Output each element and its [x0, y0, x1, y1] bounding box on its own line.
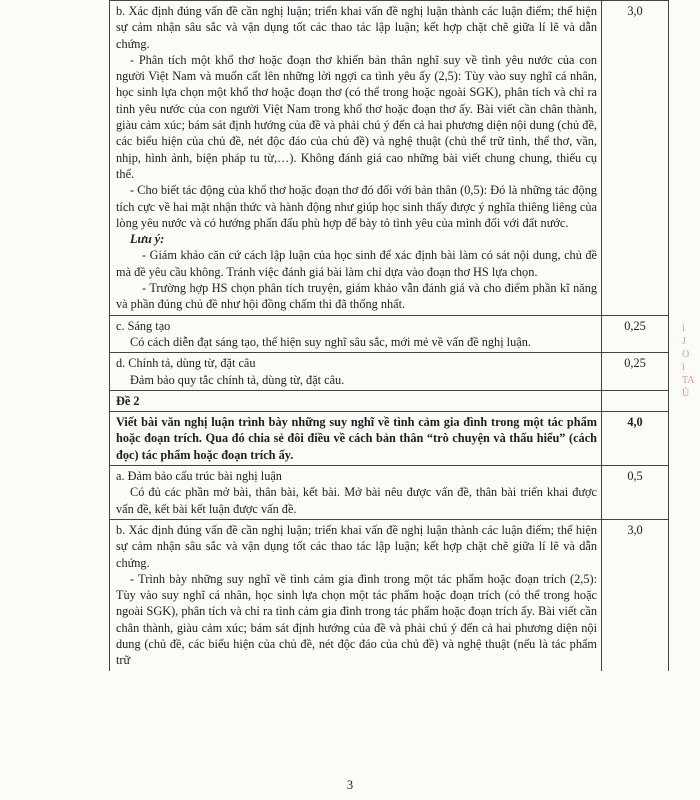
criterion-c-title: c. Sáng tạo — [116, 318, 171, 333]
analysis-bullet: - Trình bày những suy nghĩ về tình cảm gia đình trong một tác phẩm hoặc đoạn trích (2,5): Tùy vào suy nghĩ cá nhân, học sinh lựa chọn một tác phẩm hoặc đoạn trích (có thể trong hoặc ngoài SGK), phân tích và chỉ ra tình cảm gia đình trong tác phẩm hoặc đoạn trích ấy. Bài viết cần chân thành, giàu cảm xúc; bám sát định hướng của đề và phải chú ý đến cả hai phương diện nội dung (chủ đề, các biểu hiện của chủ đề, nét độc đáo của chủ đề) và nghệ thuật (nếu là tác phẩm trữ — [116, 571, 597, 668]
de2-prompt-text: Viết bài văn nghị luận trình bày những suy nghĩ về tình cảm gia đình trong một tác phẩm hoặc đoạn trích. Qua đó chia sẻ đôi điều về cách bản thân “trò chuyện và thấu hiểu” (cách đọc) tác phẩm hoặc đoạn trích ấy. — [116, 415, 597, 462]
rubric-content-cell — [110, 412, 602, 466]
criterion-a-title: a. Đảm bảo cấu trúc bài nghị luận — [116, 469, 282, 484]
de2-header: Đề 2 — [110, 390, 602, 411]
de2-prompt-row — [110, 412, 669, 466]
rubric-row-d-de1 — [110, 353, 669, 391]
stamp-glyph: TA — [682, 375, 695, 386]
impact-bullet: - Cho biết tác động của khổ thơ hoặc đoạn thơ đó đối với bản thân (0,5): Đó là những tác động tích cực về hai mặt nhận thức và hành động như giúp học sinh thấy được ý nghĩa thiêng liêng của lòng yêu nước và có hướng phấn đấu phù hợp để bày tỏ tình yêu của mình đối với đất nước. — [116, 183, 597, 230]
rubric-row-b-de2 — [110, 519, 669, 670]
score-cell: 0,5 — [602, 466, 669, 520]
score-cell: 3,0 — [602, 519, 669, 670]
rubric-content-cell — [110, 519, 602, 670]
criterion-c-text: Có cách diễn đạt sáng tạo, thể hiện suy nghĩ sâu sắc, mới mẻ về vấn đề nghị luận. — [130, 334, 531, 349]
criterion-a-text: Có đủ các phần mở bài, thân bài, kết bài. Mở bài nêu được vấn đề, thân bài triển khai được vấn đề, kết bài kết luận được vấn đề. — [116, 485, 597, 516]
criterion-b-text: b. Xác định đúng vấn đề cần nghị luận; triển khai vấn đề nghị luận thành các luận điểm; thể hiện sự cảm nhận sâu sắc và vận dụng tốt các thao tác lập luận; kết hợp chặt chẽ giữa lí lẽ và dẫn chứng. — [116, 522, 597, 570]
score-cell-empty — [602, 390, 669, 411]
rubric-content-cell — [110, 1, 602, 316]
rubric-row-c-de1 — [110, 315, 669, 353]
stamp-glyph: Ũ — [682, 388, 690, 399]
note-item: - Trường hợp HS chọn phân tích truyện, giám khảo vẫn đánh giá và cho điểm phần kĩ năng và phần đúng chủ đề như hội đồng chấm thi đã thống nhất. — [116, 281, 597, 312]
stamp-glyph: i — [682, 323, 685, 334]
rubric-content-cell — [110, 353, 602, 391]
score-cell: 3,0 — [602, 1, 669, 316]
rubric-row-a-de2 — [110, 466, 669, 520]
criterion-d-title: d. Chính tả, dùng từ, đặt câu — [116, 356, 256, 371]
analysis-bullet: - Phân tích một khổ thơ hoặc đoạn thơ khiến bản thân nghĩ suy về tình yêu nước của con người Việt Nam và muốn cất lên những lời ngợi ca tình yêu ấy (2,5): Tùy vào suy nghĩ cá nhân, học sinh lựa chọn một khổ thơ hoặc đoạn thơ (có thể trong hoặc ngoài SGK), phân tích và chỉ ra tình yêu nước của con người Việt Nam trong khổ thơ hoặc đoạn thơ ấy. Bài viết cần chân thành, giàu cảm xúc; bám sát định hướng của đề và phải chú ý đến cả hai phương diện nội dung (chủ đề, các biểu hiện của chủ đề, nét độc đáo của chủ đề) và nghệ thuật (chủ thể trữ tình, thể thơ, vần, nhịp, hình ảnh, biện pháp tu từ,…). Không đánh giá cao những bài viết chung chung, thiếu cụ thể. — [116, 52, 597, 181]
score-cell: 0,25 — [602, 353, 669, 391]
rubric-content-cell — [110, 315, 602, 353]
criterion-b-text: b. Xác định đúng vấn đề cần nghị luận; triển khai vấn đề nghị luận thành các luận điểm; thể hiện sự cảm nhận sâu sắc và vận dụng tốt các thao tác lập luận; kết hợp chặt chẽ giữa lí lẽ và dẫn chứng. — [116, 4, 597, 51]
score-cell: 0,25 — [602, 315, 669, 353]
grading-rubric-table — [109, 0, 669, 671]
criterion-d-text: Đảm bảo quy tắc chính tả, dùng từ, đặt câu. — [130, 372, 345, 387]
note-label: Lưu ý: — [130, 232, 165, 247]
rubric-content-cell — [110, 466, 602, 520]
stamp-glyph: J — [682, 336, 686, 347]
de2-header-row — [110, 390, 669, 411]
stamp-glyph: O — [682, 349, 690, 360]
red-stamp-fragment — [682, 322, 698, 400]
stamp-glyph: i — [682, 362, 685, 373]
note-item: - Giám khảo căn cứ cách lập luận của học sinh để xác định bài làm có sát nội dung, chủ đề mà đề yêu cầu không. Tránh việc đánh giá bài làm chỉ dựa vào đoạn thơ HS lựa chọn. — [116, 248, 597, 279]
rubric-row-b-de1 — [110, 1, 669, 316]
score-cell: 4,0 — [602, 412, 669, 466]
page-number: 3 — [346, 778, 354, 792]
